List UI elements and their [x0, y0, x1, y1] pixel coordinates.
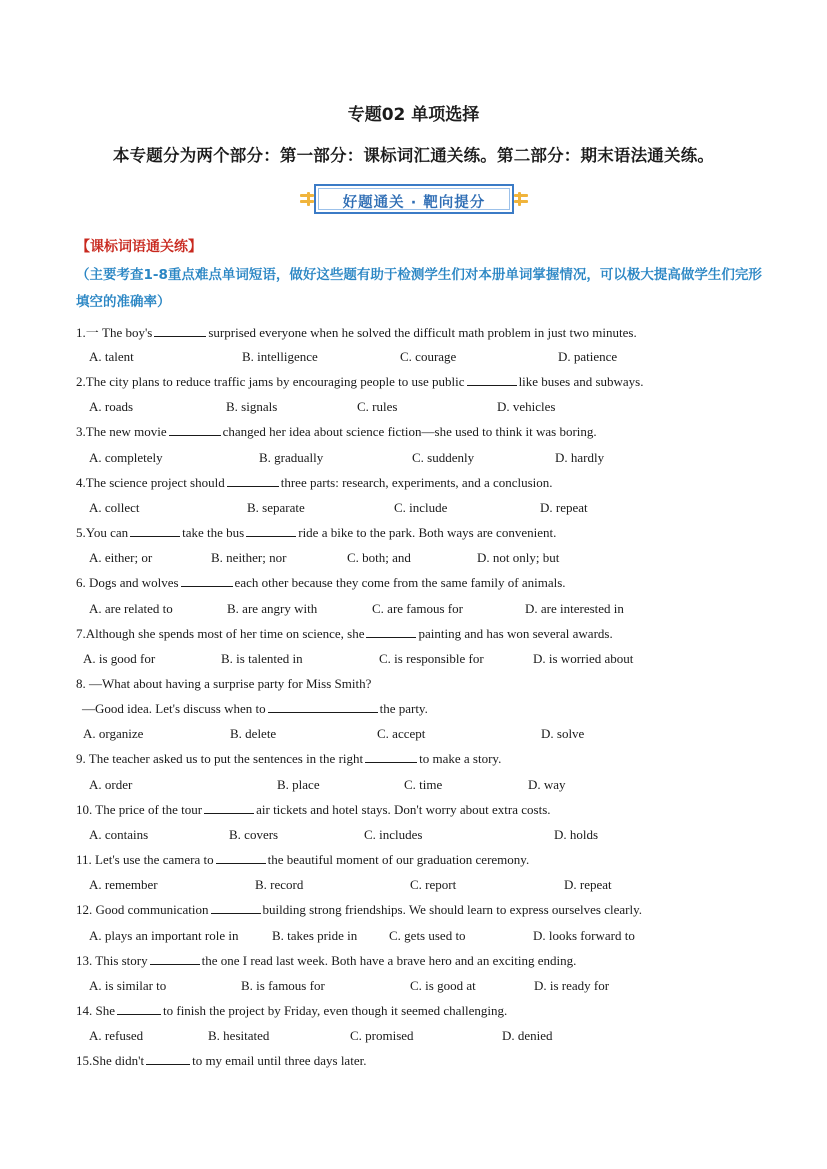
option-c: C. include — [394, 500, 448, 515]
banner-box — [314, 184, 514, 214]
option-a: A. plays an important role in — [89, 928, 239, 943]
option-a: A. are related to — [89, 601, 173, 616]
option-a: A. talent — [89, 349, 134, 364]
banner-ornament-icon — [514, 192, 528, 206]
question-1: 1.一 The boy's surprised everyone when he solved the difficult math problem in just two minutes. — [76, 325, 637, 340]
answer-blank — [467, 374, 517, 386]
option-d: D. hardly — [555, 450, 605, 465]
answer-blank — [130, 525, 180, 537]
answer-blank — [117, 1003, 161, 1015]
option-b: B. gradually — [259, 450, 324, 465]
option-c: C. are famous for — [372, 601, 463, 616]
answer-blank — [146, 1053, 190, 1065]
option-d: D. way — [528, 777, 566, 792]
options-2 — [89, 399, 789, 417]
option-d: D. is ready for — [534, 978, 610, 993]
question-13: 13. This story the one I read last week. Both have a brave hero and an exciting ending. — [76, 953, 577, 968]
answer-blank — [216, 852, 266, 864]
option-b: B. record — [255, 877, 304, 892]
options-6 — [89, 601, 789, 619]
option-c: C. is responsible for — [379, 651, 484, 666]
option-b: B. place — [277, 777, 320, 792]
option-c: C. report — [410, 877, 457, 892]
options-7 — [83, 651, 783, 669]
option-c: C. time — [404, 777, 443, 792]
option-b: B. separate — [247, 500, 305, 515]
option-d: D. holds — [554, 827, 599, 842]
option-c: C. suddenly — [412, 450, 475, 465]
answer-blank — [268, 701, 378, 713]
options-4 — [89, 500, 789, 518]
option-c: C. accept — [377, 726, 426, 741]
option-c: C. promised — [350, 1028, 414, 1043]
options-9 — [89, 777, 789, 795]
answer-blank — [154, 325, 206, 337]
question-14: 14. She to finish the project by Friday, even though it seemed challenging. — [76, 1003, 508, 1018]
options-11 — [89, 877, 789, 895]
option-a: A. refused — [89, 1028, 144, 1043]
option-a: A. either; or — [89, 550, 153, 565]
question-5: 5.You can take the bus ride a bike to the park. Both ways are convenient. — [76, 525, 557, 540]
option-d: D. looks forward to — [533, 928, 635, 943]
option-a: A. completely — [89, 450, 163, 465]
page-subtitle: 本专题分为两个部分：第一部分：课标词汇通关练。第二部分：期末语法通关练。 — [112, 146, 715, 165]
question-8: 8. —What about having a surprise party for Miss Smith? — [76, 676, 372, 691]
answer-blank — [246, 525, 296, 537]
question-6: 6. Dogs and wolves each other because they come from the same family of animals. — [76, 575, 566, 590]
question-12: 12. Good communication building strong friendships. We should learn to express ourselves clearly. — [76, 902, 643, 917]
question-11: 11. Let's use the camera to the beautiful moment of our graduation ceremony. — [76, 852, 530, 867]
option-b: B. delete — [230, 726, 277, 741]
option-c: C. gets used to — [389, 928, 466, 943]
question-4: 4.The science project should three parts: research, experiments, and a conclusion. — [76, 475, 553, 490]
option-b: B. hesitated — [208, 1028, 270, 1043]
section-banner — [300, 182, 528, 218]
answer-blank — [366, 626, 416, 638]
answer-blank — [204, 802, 254, 814]
option-a: A. organize — [83, 726, 144, 741]
question-8-reply: —Good idea. Let's discuss when to the party. — [82, 701, 428, 716]
option-a: A. contains — [89, 827, 149, 842]
option-d: D. solve — [541, 726, 585, 741]
option-b: B. neither; nor — [211, 550, 287, 565]
answer-blank — [227, 475, 279, 487]
option-d: D. is worried about — [533, 651, 634, 666]
option-a: A. order — [89, 777, 133, 792]
option-b: B. covers — [229, 827, 279, 842]
option-c: C. courage — [400, 349, 457, 364]
option-b: B. signals — [226, 399, 278, 414]
question-15: 15.She didn't to my email until three days later. — [76, 1053, 367, 1068]
option-d: D. denied — [502, 1028, 553, 1043]
option-c: C. rules — [357, 399, 398, 414]
option-b: B. are angry with — [227, 601, 318, 616]
section-title: 【课标词语通关练】 — [76, 239, 202, 255]
section-note: （主要考查1-8重点难点单词短语，做好这些题有助于检测学生们对本册单词掌握情况，可以极大提高做学生们完形填空的准确率） — [76, 267, 762, 310]
options-8 — [83, 726, 783, 744]
option-a: A. is similar to — [89, 978, 167, 993]
options-3 — [89, 450, 789, 468]
option-d: D. repeat — [540, 500, 588, 515]
question-3: 3.The new movie changed her idea about science fiction—she used to think it was boring. — [76, 424, 597, 439]
answer-blank — [169, 424, 221, 436]
options-13 — [89, 978, 789, 996]
question-2: 2.The city plans to reduce traffic jams by encouraging people to use public like buses and subways. — [76, 374, 644, 389]
option-d: D. not only; but — [477, 550, 560, 565]
option-a: A. collect — [89, 500, 140, 515]
options-5 — [89, 550, 789, 568]
question-10: 10. The price of the tour air tickets and hotel stays. Don't worry about extra costs. — [76, 802, 551, 817]
banner-ornament-icon — [300, 192, 314, 206]
option-b: B. is famous for — [241, 978, 325, 993]
page-title: 专题02 单项选择 — [347, 105, 480, 125]
options-1 — [89, 349, 789, 367]
options-14 — [89, 1028, 789, 1046]
answer-blank — [181, 575, 233, 587]
option-d: D. patience — [558, 349, 618, 364]
answer-blank — [211, 902, 261, 914]
option-a: A. remember — [89, 877, 158, 892]
option-d: D. are interested in — [525, 601, 624, 616]
option-c: C. both; and — [347, 550, 411, 565]
option-b: B. intelligence — [242, 349, 318, 364]
option-d: D. vehicles — [497, 399, 556, 414]
option-c: C. includes — [364, 827, 423, 842]
option-c: C. is good at — [410, 978, 476, 993]
question-9: 9. The teacher asked us to put the sentences in the right to make a story. — [76, 751, 502, 766]
option-d: D. repeat — [564, 877, 612, 892]
option-b: B. takes pride in — [272, 928, 358, 943]
answer-blank — [150, 953, 200, 965]
options-10 — [89, 827, 789, 845]
answer-blank — [365, 751, 417, 763]
option-a: A. is good for — [83, 651, 156, 666]
banner-label: 好题通关 · 靶向提分 — [342, 195, 486, 211]
option-b: B. is talented in — [221, 651, 303, 666]
question-7: 7.Although she spends most of her time on science, she painting and has won several awards. — [76, 626, 613, 641]
option-a: A. roads — [89, 399, 134, 414]
options-12 — [89, 928, 789, 946]
